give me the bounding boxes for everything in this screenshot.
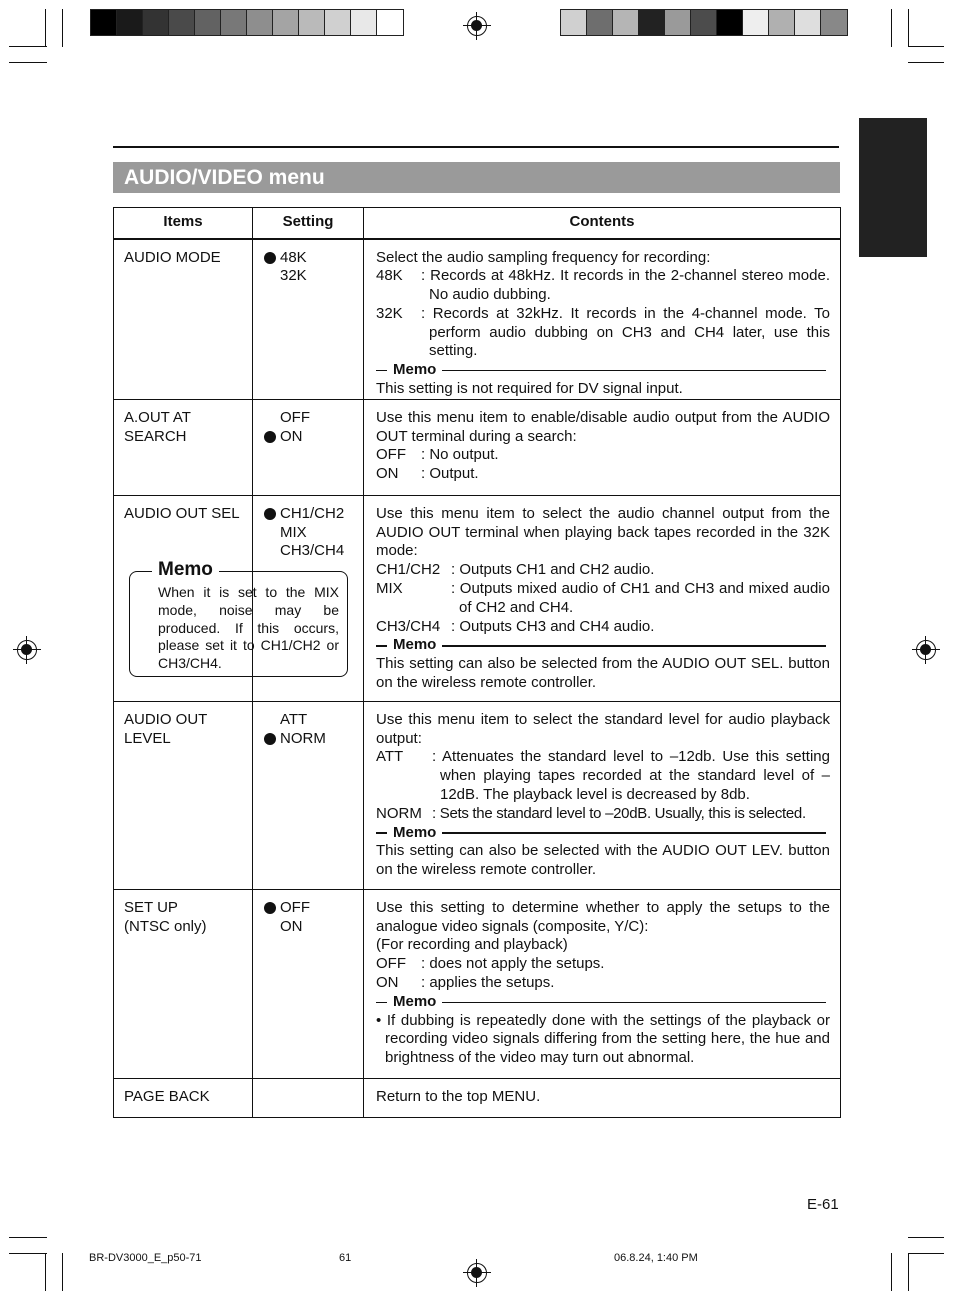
contents-note: (For recording and playback) bbox=[376, 936, 568, 954]
setting-option bbox=[264, 409, 363, 428]
definition-value: : Output. bbox=[421, 465, 479, 483]
swatch bbox=[143, 10, 169, 35]
definition-key: OFF bbox=[376, 955, 406, 973]
setting-label: ON bbox=[280, 917, 303, 935]
setting-option-selected bbox=[264, 730, 363, 749]
memo-label: Memo bbox=[393, 636, 437, 654]
table-row bbox=[114, 889, 841, 1078]
definition-key: OFF bbox=[376, 446, 406, 464]
definition-row bbox=[376, 974, 830, 993]
setting-option bbox=[264, 267, 363, 286]
crop-mark bbox=[891, 1253, 892, 1291]
table-header-row bbox=[114, 208, 841, 239]
memo-text: This setting is not required for DV signal input. bbox=[376, 380, 683, 398]
item-label: AUDIO MODE bbox=[124, 248, 221, 266]
contents-intro: Use this setting to determine whether to apply the setups to the analogue video signals (composite, Y/C): bbox=[376, 898, 830, 935]
swatch bbox=[299, 10, 325, 35]
table-row bbox=[114, 399, 841, 495]
header-setting: Setting bbox=[253, 208, 364, 239]
memo-label: Memo bbox=[393, 823, 437, 841]
swatch bbox=[821, 10, 847, 35]
crop-mark bbox=[908, 1253, 909, 1291]
crop-mark bbox=[908, 46, 944, 47]
item-aout-search bbox=[114, 399, 253, 495]
selected-dot-icon bbox=[264, 733, 276, 745]
contents-intro: Use this menu item to select the standard level for audio playback output: bbox=[376, 710, 830, 747]
definition-value: : Records at 32kHz. It records in the 4-channel mode. To perform audio dubbing on CH3 and CH4 later, use this setting. bbox=[421, 304, 830, 360]
contents-cell bbox=[364, 889, 841, 1078]
swatch bbox=[795, 10, 821, 35]
side-memo-box bbox=[129, 559, 348, 677]
swatch bbox=[325, 10, 351, 35]
selected-dot-icon bbox=[264, 252, 276, 264]
definition-row bbox=[376, 446, 830, 465]
definition-value: : No output. bbox=[421, 446, 499, 464]
item-page-back bbox=[114, 1078, 253, 1117]
crop-mark bbox=[9, 1237, 47, 1238]
definition-key: 32K bbox=[376, 304, 403, 322]
table-row bbox=[114, 239, 841, 400]
contents-cell bbox=[364, 399, 841, 495]
definition-key: NORM bbox=[376, 804, 422, 822]
setting-option-selected bbox=[264, 899, 363, 918]
setting-cell bbox=[253, 399, 364, 495]
definition-row bbox=[376, 618, 830, 637]
definition-key: CH1/CH2 bbox=[376, 561, 441, 579]
swatch bbox=[587, 10, 613, 35]
setting-option bbox=[264, 524, 363, 543]
definition-value: : applies the setups. bbox=[421, 974, 555, 992]
memo-text: • If dubbing is repeatedly done with the settings of the playback or recording video signals differing from the setting here, the hue and brightness of the video may turn out abnormal. bbox=[376, 1011, 830, 1067]
memo-heading bbox=[376, 361, 830, 380]
registration-mark-icon bbox=[13, 636, 41, 664]
definition-value: : Sets the standard level to –20dB. Usually, this is selected. bbox=[432, 804, 806, 822]
contents-cell bbox=[364, 1078, 841, 1117]
page-title: AUDIO/VIDEO menu bbox=[113, 162, 840, 193]
crop-mark bbox=[9, 62, 47, 63]
setting-label: MIX bbox=[280, 523, 307, 541]
table-row bbox=[114, 1078, 841, 1117]
definition-key: 48K bbox=[376, 267, 403, 285]
swatch bbox=[91, 10, 117, 35]
item-label: AUDIO OUT bbox=[124, 710, 208, 728]
swatch bbox=[195, 10, 221, 35]
item-audio-out-level bbox=[114, 701, 253, 889]
footer-timestamp: 06.8.24, 1:40 PM bbox=[614, 1252, 698, 1264]
definition-value: : Attenuates the standard level to –12db. Use this setting when playing tapes recorded at the standard level of –12dB. The playback level is decreased by 8db. bbox=[432, 748, 830, 804]
definition-key: ON bbox=[376, 974, 399, 992]
setting-cell bbox=[253, 239, 364, 400]
item-label: (NTSC only) bbox=[124, 917, 207, 935]
swatch bbox=[691, 10, 717, 35]
side-memo-title: Memo bbox=[152, 559, 219, 581]
definition-row bbox=[376, 267, 830, 305]
memo-text: This setting can also be selected from the AUDIO OUT SEL. button on the wireless remote controller. bbox=[376, 655, 830, 692]
definition-value: : Outputs CH3 and CH4 audio. bbox=[451, 617, 655, 635]
crop-mark bbox=[9, 46, 47, 47]
crop-mark bbox=[908, 9, 909, 47]
setting-label: NORM bbox=[280, 729, 326, 747]
swatch bbox=[743, 10, 769, 35]
color-swatch-strip-right bbox=[560, 9, 848, 36]
table-row bbox=[114, 701, 841, 889]
registration-mark-icon bbox=[463, 1259, 491, 1287]
setting-label: 48K bbox=[280, 248, 307, 266]
swatch bbox=[351, 10, 377, 35]
swatch bbox=[273, 10, 299, 35]
crop-mark bbox=[45, 1253, 46, 1291]
definition-row bbox=[376, 305, 830, 361]
crop-mark bbox=[62, 9, 63, 47]
registration-mark-icon bbox=[463, 12, 491, 40]
footer-file-name: BR-DV3000_E_p50-71 bbox=[89, 1252, 202, 1264]
setting-label: CH3/CH4 bbox=[280, 542, 345, 560]
setting-label: OFF bbox=[280, 898, 310, 916]
setting-cell bbox=[253, 889, 364, 1078]
crop-mark bbox=[908, 62, 944, 63]
color-swatch-strip-left bbox=[90, 9, 404, 36]
setting-label: ATT bbox=[280, 710, 308, 728]
crop-mark bbox=[908, 1253, 944, 1254]
swatch bbox=[247, 10, 273, 35]
selected-dot-icon bbox=[264, 431, 276, 443]
crop-mark bbox=[62, 1253, 63, 1291]
definition-key: MIX bbox=[376, 580, 403, 598]
item-label: SET UP bbox=[124, 898, 178, 916]
page-number: E-61 bbox=[807, 1196, 839, 1213]
setting-label: CH1/CH2 bbox=[280, 504, 345, 522]
definition-value: : does not apply the setups. bbox=[421, 955, 605, 973]
swatch bbox=[769, 10, 795, 35]
definition-key: ON bbox=[376, 465, 399, 483]
setting-option-selected bbox=[264, 428, 363, 447]
definition-key: CH3/CH4 bbox=[376, 617, 441, 635]
footer-page: 61 bbox=[339, 1252, 352, 1264]
definition-key: ATT bbox=[376, 748, 404, 766]
header-contents: Contents bbox=[364, 208, 841, 239]
definition-row bbox=[376, 561, 830, 580]
setting-option-selected bbox=[264, 249, 363, 268]
item-label: AUDIO OUT SEL bbox=[124, 504, 240, 522]
crop-mark bbox=[45, 9, 46, 47]
memo-text: This setting can also be selected with the AUDIO OUT LEV. button on the wireless remote controller. bbox=[376, 842, 830, 879]
item-label: LEVEL bbox=[124, 729, 171, 747]
definition-value: : Outputs mixed audio of CH1 and CH3 and mixed audio of CH2 and CH4. bbox=[451, 580, 830, 616]
registration-mark-icon bbox=[912, 636, 940, 664]
setting-label: ON bbox=[280, 427, 303, 445]
contents-text: Return to the top MENU. bbox=[376, 1087, 541, 1105]
item-label: A.OUT AT bbox=[124, 408, 191, 426]
contents-intro: Use this menu item to enable/disable audio output from the AUDIO OUT terminal during a search: bbox=[376, 408, 830, 445]
contents-cell bbox=[364, 239, 841, 400]
item-label: PAGE BACK bbox=[124, 1087, 210, 1105]
setting-cell bbox=[253, 1078, 364, 1117]
memo-label: Memo bbox=[393, 992, 437, 1010]
memo-label: Memo bbox=[393, 361, 437, 379]
swatch bbox=[561, 10, 587, 35]
setting-cell bbox=[253, 701, 364, 889]
header-items: Items bbox=[114, 208, 253, 239]
definition-value: : Records at 48kHz. It records in the 2-channel stereo mode. No audio dubbing. bbox=[421, 267, 830, 304]
memo-heading bbox=[376, 993, 830, 1012]
swatch bbox=[639, 10, 665, 35]
memo-heading bbox=[376, 824, 830, 843]
definition-row bbox=[376, 748, 830, 804]
side-memo-text: When it is set to the MIX mode, noise may be produced. If this occurs, please set it to CH1/CH2 or CH3/CH4. bbox=[158, 584, 339, 672]
definition-value: : Outputs CH1 and CH2 audio. bbox=[451, 561, 655, 579]
contents-cell bbox=[364, 701, 841, 889]
definition-row bbox=[376, 580, 830, 618]
swatch bbox=[665, 10, 691, 35]
setting-label: OFF bbox=[280, 408, 310, 426]
selected-dot-icon bbox=[264, 902, 276, 914]
crop-mark bbox=[9, 1253, 47, 1254]
swatch bbox=[117, 10, 143, 35]
crop-mark bbox=[908, 1237, 944, 1238]
swatch bbox=[377, 10, 403, 35]
item-set-up bbox=[114, 889, 253, 1078]
definition-row bbox=[376, 805, 830, 824]
setting-option-selected bbox=[264, 505, 363, 524]
setting-option bbox=[264, 711, 363, 730]
definition-row bbox=[376, 955, 830, 974]
definition-row bbox=[376, 465, 830, 484]
swatch bbox=[717, 10, 743, 35]
contents-intro: Use this menu item to select the audio channel output from the AUDIO OUT terminal when playing back tapes recorded in the 32K mode: bbox=[376, 504, 830, 560]
setting-label: 32K bbox=[280, 267, 307, 285]
item-audio-mode bbox=[114, 239, 253, 400]
swatch bbox=[169, 10, 195, 35]
item-label: SEARCH bbox=[124, 427, 187, 445]
setting-option bbox=[264, 918, 363, 937]
header-rule bbox=[113, 146, 839, 148]
contents-intro: Select the audio sampling frequency for recording: bbox=[376, 248, 711, 266]
swatch bbox=[221, 10, 247, 35]
section-tab bbox=[859, 118, 927, 257]
crop-mark bbox=[891, 9, 892, 47]
swatch bbox=[613, 10, 639, 35]
selected-dot-icon bbox=[264, 508, 276, 520]
contents-cell bbox=[364, 495, 841, 701]
memo-heading bbox=[376, 636, 830, 655]
setting-option bbox=[264, 542, 363, 561]
